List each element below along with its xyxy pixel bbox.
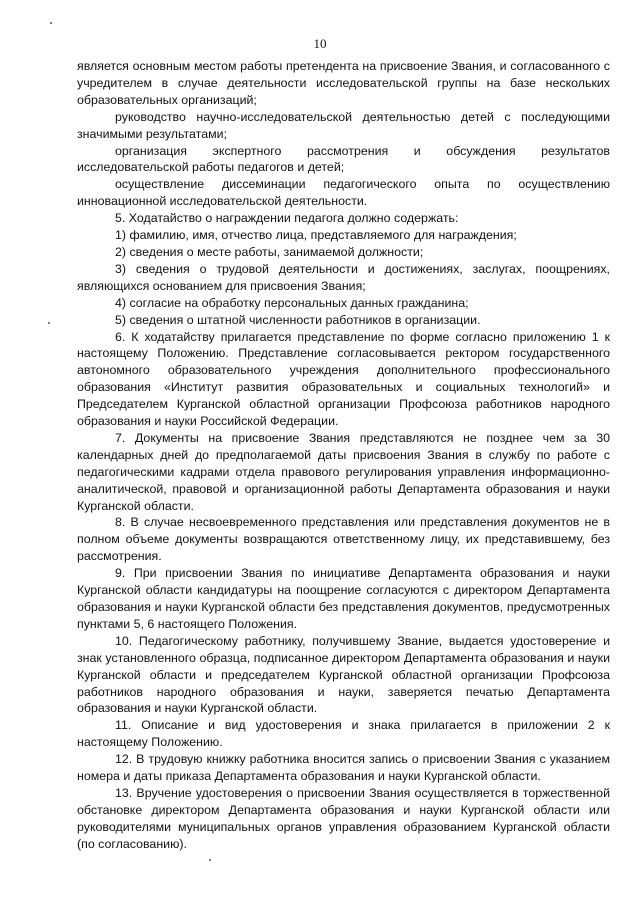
document-body bbox=[77, 58, 610, 853]
scan-speck bbox=[209, 859, 211, 861]
paragraph-clause-7: 7. Документы на присвоение Звания представляются не позднее чем за 30 календарных дней до предполагаемой даты присвоения Звания в службу по работе с педагогическими кадрами отдела правового регулирования управления информационно-аналитической, правовой и организационной работы Департамента образования и науки Курганской области. bbox=[77, 430, 610, 513]
paragraph-list-item: осуществление диссеминации педагогического опыта по осуществлению инновационной исследовательской деятельности. bbox=[77, 177, 610, 209]
paragraph-clause-10: 10. Педагогическому работнику, получившему Звание, выдается удостоверение и знак установленного образца, подписанное директором Департамента образования и науки Курганской области и председателем Курганской областной организации Профсоюза работников народного образования и науки, заверяется печатью Департамента образования и науки Курганской области. bbox=[77, 633, 610, 716]
paragraph-continuation: является основным местом работы претендента на присвоение Звания, и согласованного с учредителем в случае деятельности исследовательской группы на базе нескольких образовательных организаций; bbox=[77, 59, 610, 107]
paragraph-clause-5: 5. Ходатайство о награждении педагога должно содержать: bbox=[115, 211, 459, 226]
paragraph-clause-13: 13. Вручение удостоверения о присвоении Звания осуществляется в торжественной обстановке директором Департамента образования и науки Курганской области или руководителями муниципальных органов управления образованием Курганской области (по согласованию). bbox=[77, 785, 610, 851]
paragraph-clause-8: 8. В случае несвоевременного представления или представления документов не в полном объеме документы возвращаются ответственному лицу, их представившему, без рассмотрения. bbox=[77, 515, 610, 564]
paragraph-subitem-4: 4) согласие на обработку персональных данных гражданина; bbox=[115, 295, 469, 310]
paragraph-subitem-5: 5) сведения о штатной численности работников в организации. bbox=[115, 312, 481, 327]
paragraph-list-item: руководство научно-исследовательской деятельностью детей с последующими значимыми результатами; bbox=[77, 109, 610, 141]
scan-speck bbox=[50, 22, 52, 24]
paragraph-list-item: организация экспертного рассмотрения и обсуждения результатов исследовательской работы педагогов и детей; bbox=[77, 143, 610, 175]
paragraph-clause-11: 11. Описание и вид удостоверения и знака прилагается в приложении 2 к настоящему Положению. bbox=[77, 718, 610, 750]
scan-speck bbox=[48, 322, 50, 324]
paragraph-subitem-1: 1) фамилию, имя, отчество лица, представляемого для награждения; bbox=[115, 228, 517, 243]
paragraph-clause-6: 6. К ходатайству прилагается представление по форме согласно приложению 1 к настоящему Положению. Представление согласовывается ректором государственного автономного образовательного учреждения дополнительного профессионального образования «Институт развития образовательных и социальных технологий» и Председателем Курганской областной организации Профсоюза работников народного образования и науки Российской Федерации. bbox=[77, 329, 610, 429]
paragraph-clause-12: 12. В трудовую книжку работника вносится запись о присвоении Звания с указанием номера и даты приказа Департамента образования и науки Курганской области. bbox=[77, 752, 610, 784]
paragraph-clause-9: 9. При присвоении Звания по инициативе Департамента образования и науки Курганской области кандидатуры на поощрение согласуются с директором Департамента образования и науки Курганской области без представления документов, предусмотренных пунктами 5, 6 настоящего Положения. bbox=[77, 566, 610, 631]
paragraph-subitem-2: 2) сведения о месте работы, занимаемой должности; bbox=[115, 244, 424, 259]
paragraph-subitem-3: 3) сведения о трудовой деятельности и достижениях, заслугах, поощрениях, являющихся основанием для присвоения Звания; bbox=[77, 261, 610, 293]
page-number: 10 bbox=[313, 36, 327, 51]
